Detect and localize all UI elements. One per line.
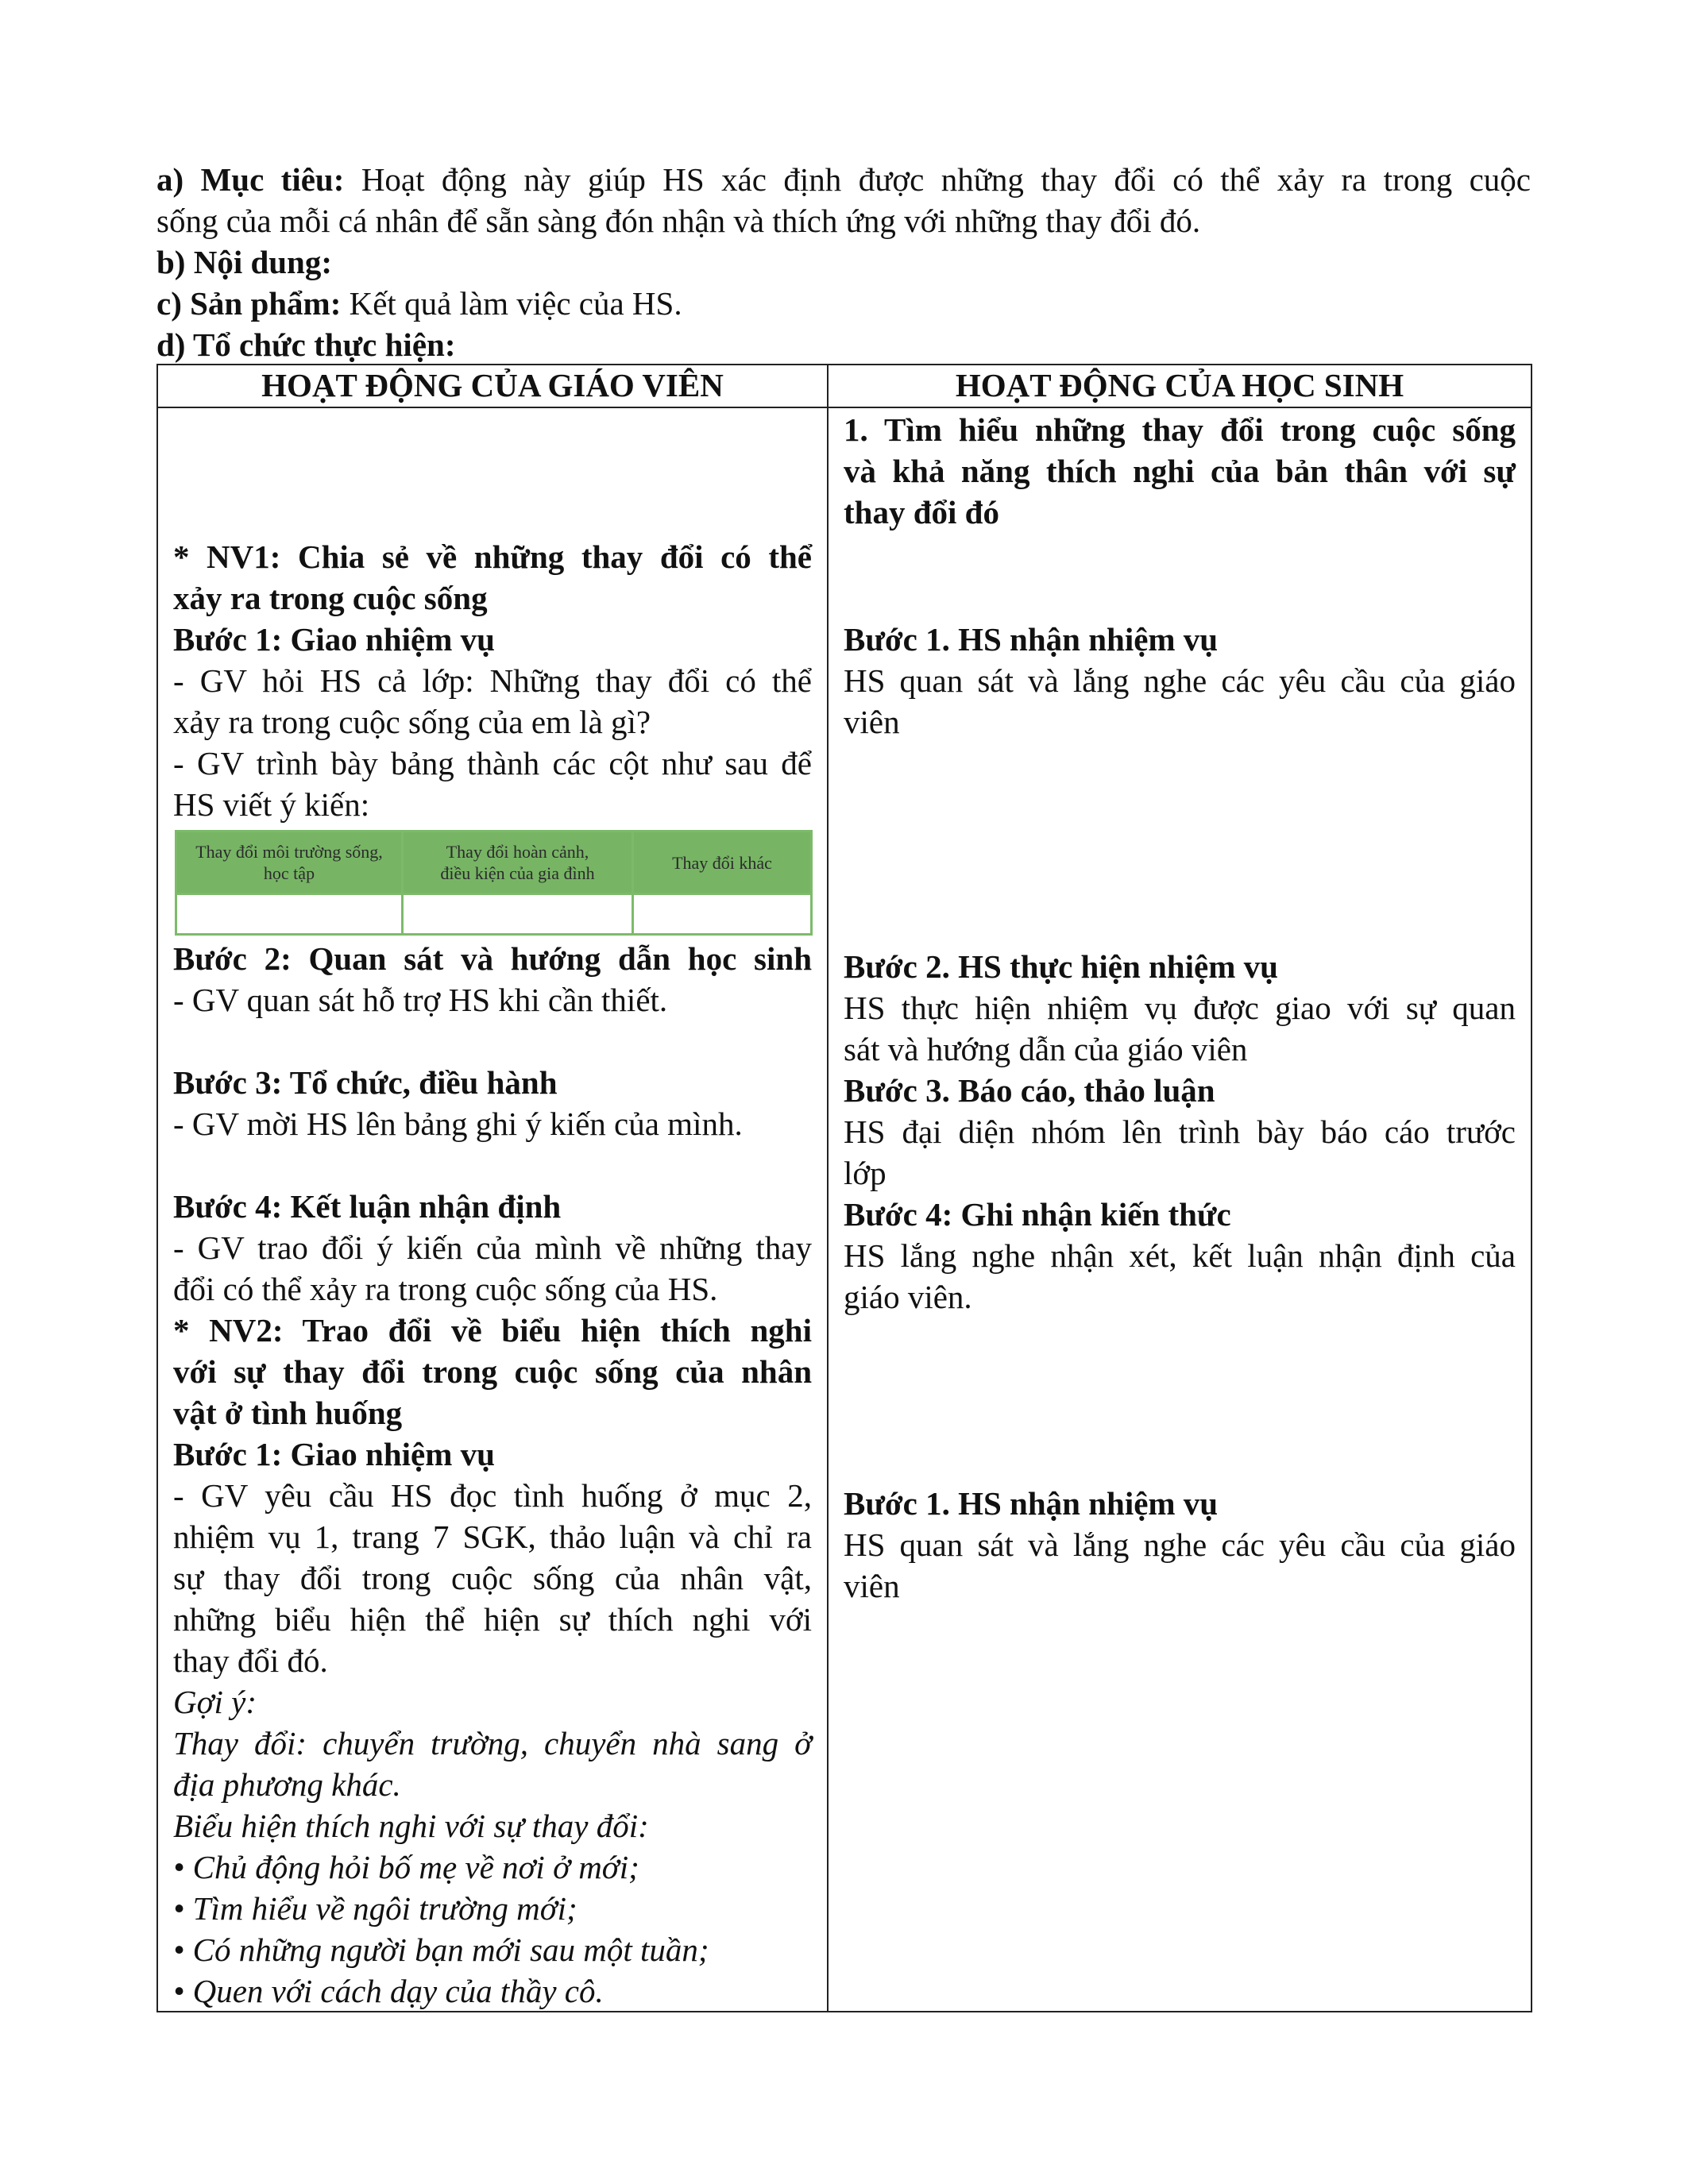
product-line xyxy=(156,283,1531,324)
opinion-table-header xyxy=(176,832,812,894)
student-step1-line-1: HS quan sát và lắng nghe các yêu cầu của giáo xyxy=(844,662,1516,699)
student-step2-text: . HS thực hiện nhiệm vụ xyxy=(941,948,1278,985)
student-nv2-step1-title xyxy=(844,1483,1516,1524)
student-nv2-step1-line-1: HS quan sát và lắng nghe các yêu cầu của giáo xyxy=(844,1526,1516,1563)
student-section-title-2: và khả năng thích nghi của bản thân với sự xyxy=(844,453,1516,489)
nv2-step1-line-1: - GV yêu cầu HS đọc tình huống ở mục 2, xyxy=(173,1477,812,1514)
nv1-step1-title: Bước 1: Giao nhiệm vụ xyxy=(173,621,495,658)
student-step4-line-2: giáo viên. xyxy=(844,1279,972,1315)
header-teacher: HOẠT ĐỘNG CỦA GIÁO VIÊN xyxy=(157,365,828,407)
objective-line-1 xyxy=(156,159,1531,200)
nv2-title-1: * NV2: Trao đổi về biểu hiện thích nghi xyxy=(173,1312,812,1349)
nv2-step1-line-2: nhiệm vụ 1, trang 7 SGK, thảo luận và chỉ ra xyxy=(173,1518,812,1555)
objective-text-1: Hoạt động này giúp HS xác định được những thay đổi có thể xảy ra trong cuộc xyxy=(361,161,1532,198)
opinion-cell xyxy=(633,894,812,935)
nv2-step1-title: Bước 1: Giao nhiệm vụ xyxy=(173,1436,495,1472)
lesson-intro xyxy=(156,159,1531,365)
nv1-step1-line-3: - GV trình bày bảng thành các cột như sau để xyxy=(173,745,812,781)
activity-table-header xyxy=(157,365,1532,407)
hint-line-2: địa phương khác. xyxy=(173,1766,401,1803)
organization-label: d) Tổ chức thực hiện: xyxy=(156,326,456,363)
student-step1-label: Bước 1 xyxy=(844,621,942,658)
student-column xyxy=(828,407,1532,2012)
content-label-line xyxy=(156,241,1531,283)
opinion-cell xyxy=(403,894,633,935)
organization-label-line xyxy=(156,324,1531,365)
student-step2-label: Bước 2 xyxy=(844,948,942,985)
hint-bullet-3: • Có những người bạn mới sau một tuần; xyxy=(173,1931,709,1968)
student-step3-text: . Báo cáo, thảo luận xyxy=(941,1072,1215,1109)
nv1-step1-line-2: xảy ra trong cuộc sống của em là gì? xyxy=(173,704,651,740)
student-step1-text: . HS nhận nhiệm vụ xyxy=(941,621,1219,658)
nv2-step1-line-5: thay đổi đó. xyxy=(173,1642,328,1679)
student-step2-line-1: HS thực hiện nhiệm vụ được giao với sự quan xyxy=(844,990,1516,1026)
student-nv2-step1-label: Bước 1 xyxy=(844,1485,942,1522)
nv1-step3-title: Bước 3: Tổ chức, điều hành xyxy=(173,1064,558,1101)
student-nv2-step1-line-2: viên xyxy=(844,1568,900,1604)
student-step1-title xyxy=(844,619,1516,660)
opinion-table-row xyxy=(176,894,812,935)
content-label: b) Nội dung: xyxy=(156,244,333,280)
opinion-col-other: Thay đổi khác xyxy=(633,832,812,894)
nv1-step2-title: Bước 2: Quan sát và hướng dẫn học sinh xyxy=(173,940,812,977)
nv1-step4-line-2: đổi có thể xảy ra trong cuộc sống của HS. xyxy=(173,1271,718,1307)
product-label: c) Sản phẩm: xyxy=(156,285,342,322)
nv2-step1-line-3: sự thay đổi trong cuộc sống của nhân vật, xyxy=(173,1560,812,1596)
student-section-title-1: 1. Tìm hiểu những thay đổi trong cuộc sống xyxy=(844,411,1516,448)
student-step4-line-1: HS lắng nghe nhận xét, kết luận nhận định của xyxy=(844,1237,1516,1274)
teacher-column xyxy=(157,407,828,2012)
nv1-step1-line-4: HS viết ý kiến: xyxy=(173,786,370,823)
student-section-title-3: thay đổi đó xyxy=(844,494,999,531)
student-step3-line-1: HS đại diện nhóm lên trình bày báo cáo trước xyxy=(844,1113,1516,1150)
hint-bullet-1: • Chủ động hỏi bố mẹ về nơi ở mới; xyxy=(173,1849,639,1885)
header-student: HOẠT ĐỘNG CỦA HỌC SINH xyxy=(828,365,1532,407)
opinion-col-family xyxy=(403,832,633,894)
hint-line-1: Thay đổi: chuyển trường, chuyển nhà sang ở xyxy=(173,1725,812,1761)
nv1-step2-line-1: - GV quan sát hỗ trợ HS khi cần thiết. xyxy=(173,982,668,1018)
student-step3-label: Bước 3 xyxy=(844,1072,942,1109)
nv1-title-2: xảy ra trong cuộc sống xyxy=(173,580,488,616)
nv2-title-2: với sự thay đổi trong cuộc sống của nhân xyxy=(173,1353,812,1390)
student-step1-line-2: viên xyxy=(844,704,900,740)
opinion-cell xyxy=(176,894,403,935)
opinion-col-family-l2: điều kiện của gia đình xyxy=(440,863,595,883)
student-nv2-step1-text: . HS nhận nhiệm vụ xyxy=(941,1485,1219,1522)
nv1-step1-line-1: - GV hỏi HS cả lớp: Những thay đổi có thể xyxy=(173,662,812,699)
opinion-col-environment xyxy=(176,832,403,894)
objective-label: a) Mục tiêu: xyxy=(156,161,345,198)
student-step3-line-2: lớp xyxy=(844,1155,886,1191)
nv1-step4-title: Bước 4: Kết luận nhận định xyxy=(173,1188,562,1225)
hint-bullet-4: • Quen với cách dạy của thầy cô. xyxy=(173,1973,604,2009)
student-step2-title xyxy=(844,946,1516,987)
nv1-title-1: * NV1: Chia sẻ về những thay đổi có thể xyxy=(173,538,812,575)
student-step3-title xyxy=(844,1070,1516,1111)
hint-bullet-2: • Tìm hiểu về ngôi trường mới; xyxy=(173,1890,577,1927)
nv1-step4-line-1: - GV trao đổi ý kiến của mình về những thay xyxy=(173,1229,812,1266)
opinion-col-family-l1: Thay đổi hoàn cảnh, xyxy=(446,842,589,862)
activity-table xyxy=(156,364,1532,2012)
opinion-col-environment-l2: học tập xyxy=(263,863,315,883)
nv2-step1-line-4: những biểu hiện thể hiện sự thích nghi với xyxy=(173,1601,812,1638)
product-text: Kết quả làm việc của HS. xyxy=(349,285,682,322)
student-step2-line-2: sát và hướng dẫn của giáo viên xyxy=(844,1031,1248,1067)
nv1-step3-line-1: - GV mời HS lên bảng ghi ý kiến của mình. xyxy=(173,1106,743,1142)
hint-label: Gợi ý: xyxy=(173,1684,257,1720)
student-step4-title: Bước 4: Ghi nhận kiến thức xyxy=(844,1196,1231,1233)
activity-table-body xyxy=(157,407,1532,2012)
opinion-table xyxy=(175,830,813,936)
opinion-col-environment-l1: Thay đổi môi trường sống, xyxy=(195,842,383,862)
hint-line-3: Biểu hiện thích nghi với sự thay đổi: xyxy=(173,1808,649,1844)
nv2-title-3: vật ở tình huống xyxy=(173,1395,403,1431)
objective-line-2: sống của mỗi cá nhân để sẵn sàng đón nhận và thích ứng với những thay đổi đó. xyxy=(156,203,1201,239)
